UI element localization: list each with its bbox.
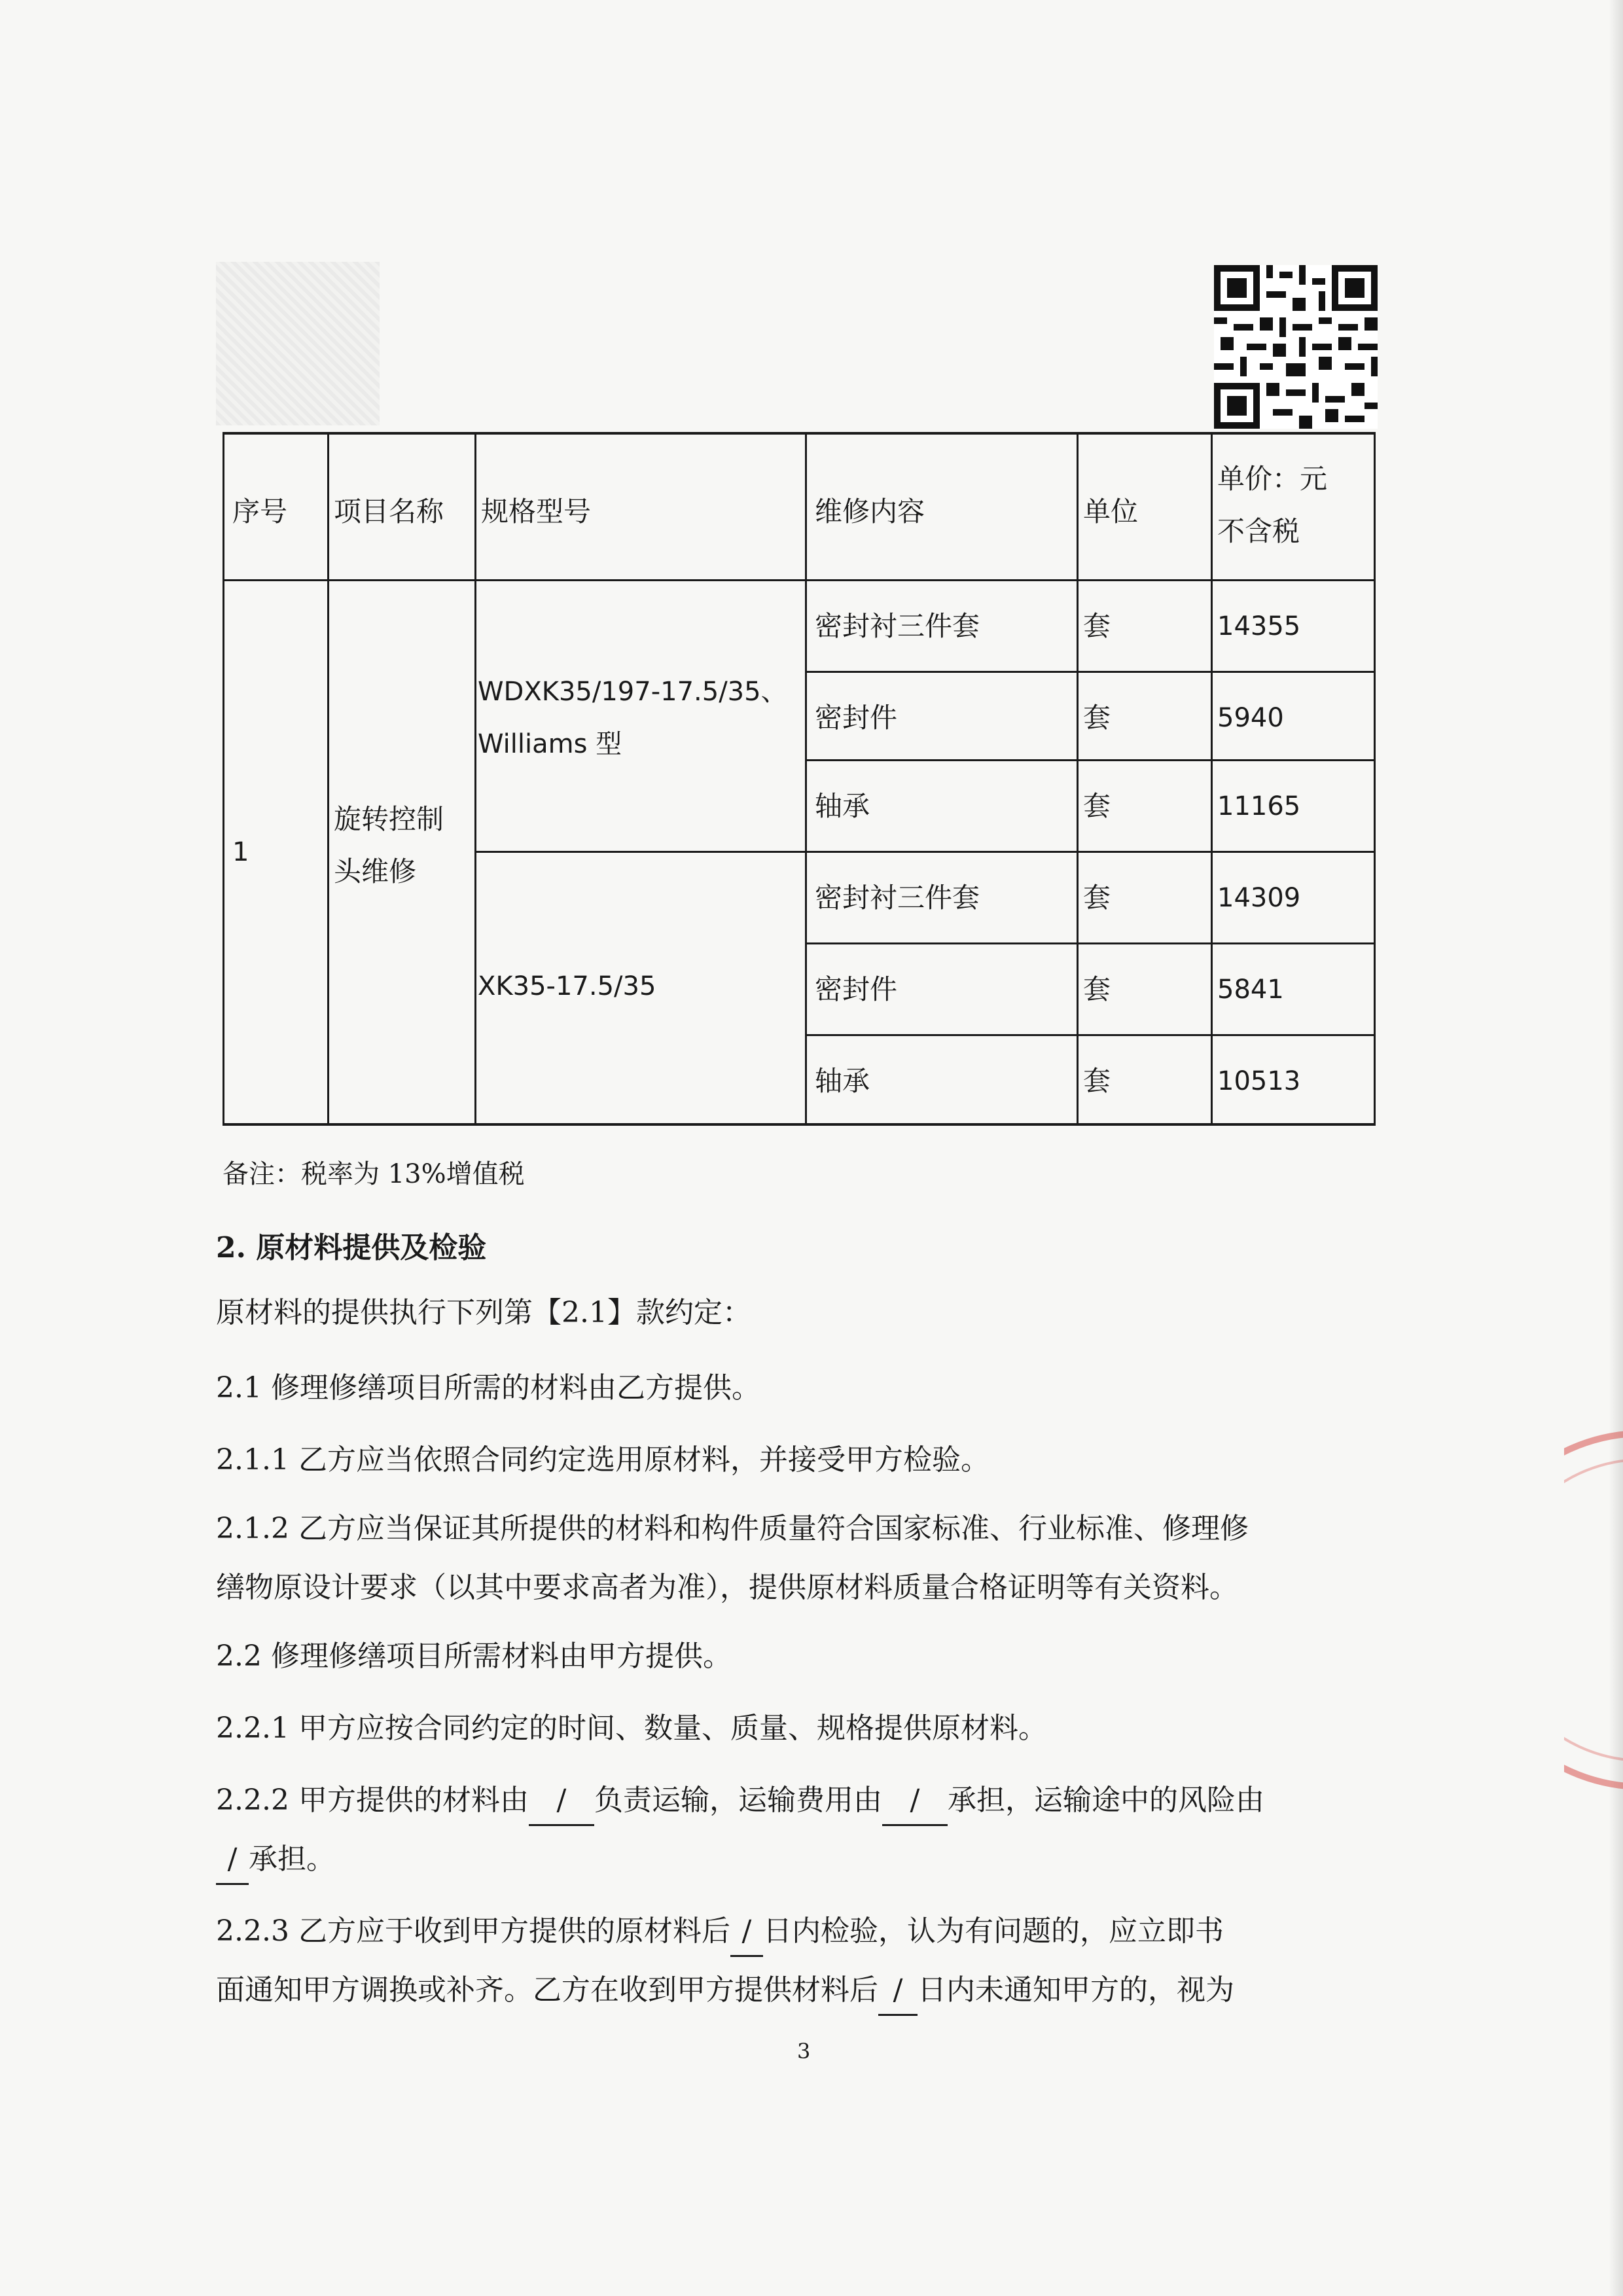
table-cell-content: 密封衬三件套 (815, 610, 980, 642)
text-segment: 承担。 (249, 1842, 335, 1876)
table-cell-content: 轴承 (815, 1065, 870, 1097)
header-price: 单价：元 (1217, 463, 1328, 495)
project-name-line2: 头维修 (334, 855, 417, 888)
spec-model-1-line2: Williams 型 (478, 729, 622, 759)
text-segment: 日内未通知甲方的，视为 (918, 1973, 1234, 2007)
text-segment: 承担，运输途中的风险由 (947, 1784, 1264, 1817)
page-edge-shadow (1609, 0, 1623, 2296)
table-cell-unit: 套 (1083, 1065, 1111, 1097)
paragraph: 2.1.1 乙方应当依照合同约定选用原材料，并接受甲方检验。 (216, 1443, 990, 1477)
page-number: 3 (797, 2039, 811, 2064)
table-cell-unit: 套 (1083, 882, 1111, 914)
paragraph: 原材料的提供执行下列第【2.1】款约定： (216, 1296, 751, 1329)
paragraph-transport-cont (216, 1836, 335, 1885)
table-cell-price: 14309 (1217, 883, 1301, 913)
table-cell-price: 5940 (1217, 703, 1284, 733)
spec-model-1-line1: WDXK35/197-17.5/35、 (478, 677, 787, 707)
blank-field: / (216, 1836, 249, 1885)
header-no: 序号 (232, 495, 288, 528)
paragraph-transport (216, 1777, 1264, 1826)
table-cell-unit: 套 (1083, 790, 1111, 822)
paragraph: 2.2.1 甲方应按合同约定的时间、数量、质量、规格提供原材料。 (216, 1712, 1047, 1745)
project-name-line1: 旋转控制 (334, 803, 444, 835)
table-cell-content: 密封衬三件套 (815, 882, 980, 914)
faded-qr-bleed (216, 262, 380, 425)
red-seal-stamp (1564, 1427, 1623, 1793)
paragraph-notify (216, 1967, 1234, 2016)
blank-field: / (529, 1777, 594, 1826)
header-project-name: 项目名称 (334, 495, 444, 528)
table-cell-price: 5841 (1217, 975, 1284, 1005)
text-segment: 2.2.2 甲方提供的材料由 (216, 1784, 529, 1817)
qr-code-icon (1214, 265, 1378, 429)
text-segment: 面通知甲方调换或补齐。乙方在收到甲方提供材料后 (216, 1973, 878, 2007)
tax-note: 备注：税率为 13%增值税 (223, 1159, 525, 1189)
spec-model-2: XK35-17.5/35 (478, 971, 656, 1001)
table-cell-unit: 套 (1083, 702, 1111, 734)
paragraph-inspection (216, 1908, 1224, 1957)
text-segment: 2.2.3 乙方应于收到甲方提供的原材料后 (216, 1914, 730, 1948)
paragraph: 缮物原设计要求（以其中要求高者为准），提供原材料质量合格证明等有关资料。 (216, 1571, 1238, 1604)
table-cell-content: 密封件 (815, 702, 898, 734)
price-table (223, 432, 1376, 1126)
table-cell-price: 14355 (1217, 611, 1301, 641)
section-heading: 2. 原材料提供及检验 (216, 1231, 487, 1265)
text-segment: 负责运输，运输费用由 (594, 1784, 882, 1817)
table-cell-price: 11165 (1217, 791, 1301, 821)
table-cell-content: 轴承 (815, 790, 870, 822)
text-segment: 日内检验，认为有问题的，应立即书 (762, 1914, 1224, 1948)
blank-field: / (730, 1908, 763, 1957)
paragraph: 2.1 修理修缮项目所需的材料由乙方提供。 (216, 1371, 760, 1405)
blank-field: / (878, 1967, 918, 2016)
row-number: 1 (232, 837, 249, 867)
blank-field: / (882, 1777, 948, 1826)
paragraph: 2.1.2 乙方应当保证其所提供的材料和构件质量符合国家标准、行业标准、修理修 (216, 1512, 1249, 1545)
header-content: 维修内容 (815, 495, 925, 528)
header-unit: 单位 (1083, 495, 1139, 528)
header-price-note: 不含税 (1217, 515, 1300, 547)
paragraph: 2.2 修理修缮项目所需材料由甲方提供。 (216, 1640, 732, 1673)
table-cell-price: 10513 (1217, 1066, 1301, 1096)
table-cell-content: 密封件 (815, 973, 898, 1005)
header-spec: 规格型号 (481, 495, 592, 528)
table-cell-unit: 套 (1083, 610, 1111, 642)
table-cell-unit: 套 (1083, 973, 1111, 1005)
